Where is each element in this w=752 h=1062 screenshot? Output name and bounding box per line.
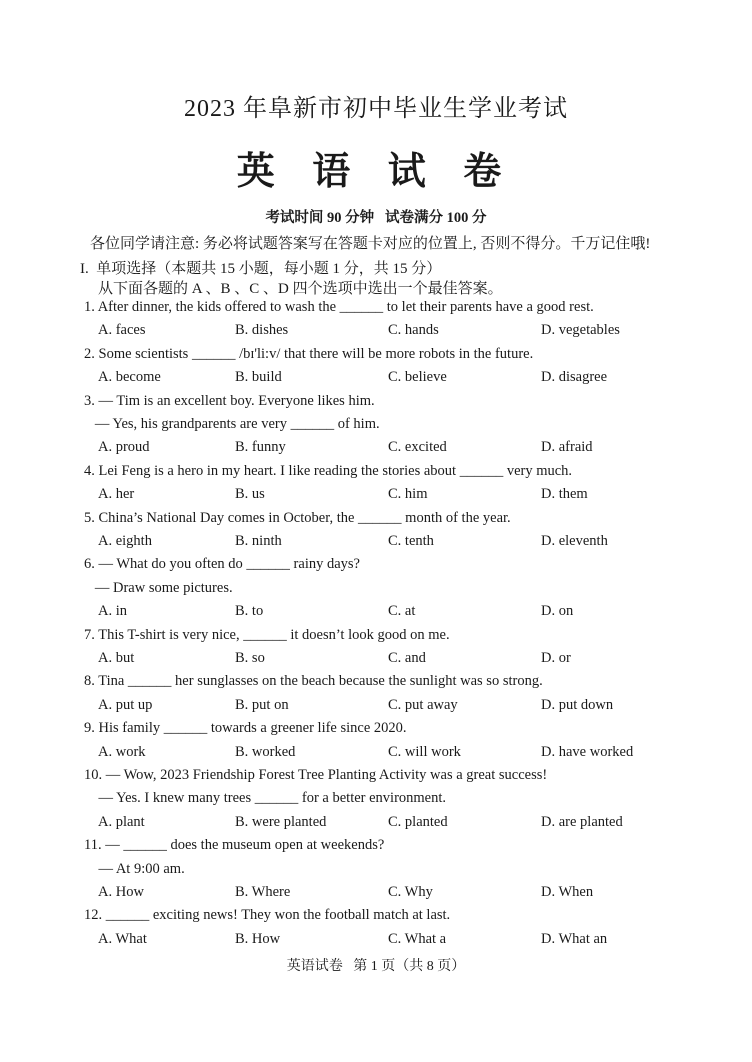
question-2-option-b: B. build: [235, 369, 282, 386]
question-3-line-1: 3. — Tim is an excellent boy. Everyone likes him.: [84, 392, 375, 409]
exam-info: 考试时间 90 分钟 试卷满分 100 分: [265, 210, 487, 226]
question-7-option-c: C. and: [388, 650, 426, 666]
question-10-option-c: C. planted: [388, 813, 448, 830]
question-1-line-1: 1. After dinner, the kids offered to wash the ______ to let their parents have a good rest.: [84, 299, 594, 315]
question-5-option-b: B. ninth: [235, 533, 282, 549]
question-9-line-1: 9. His family ______ towards a greener life since 2020.: [84, 720, 407, 737]
question-5-option-c: C. tenth: [388, 533, 434, 549]
question-7-option-b: B. so: [235, 650, 265, 666]
question-7-option-d: D. or: [541, 650, 571, 666]
question-1-option-d: D. vegetables: [541, 322, 620, 339]
question-3-option-a: A. proud: [98, 439, 150, 456]
question-10-option-d: D. are planted: [541, 813, 623, 830]
page-footer: 英语试卷 第 1 页（共 8 页）: [286, 959, 466, 974]
question-2-option-a: A. become: [98, 369, 161, 386]
question-11-line-2: — At 9:00 am.: [84, 860, 185, 877]
question-5-option-a: A. eighth: [98, 533, 152, 549]
exam-notice: 各位同学请注意: 务必将试题答案写在答题卡对应的位置上, 否则不得分。千万记住哦!: [90, 236, 651, 252]
question-7-option-a: A. but: [98, 650, 135, 666]
question-10-option-a: A. plant: [98, 813, 145, 830]
question-4-option-c: C. him: [388, 486, 428, 503]
question-8-line-1: 8. Tina ______ her sunglasses on the beach because the sunlight was so strong.: [84, 673, 543, 690]
question-2-option-c: C. believe: [388, 369, 447, 386]
question-9-option-c: C. will work: [388, 743, 461, 760]
question-8-option-a: A. put up: [98, 696, 153, 713]
question-8-option-d: D. put down: [541, 696, 614, 713]
question-8-option-b: B. put on: [235, 696, 289, 713]
question-3-line-2: — Yes, his grandparents are very ______ of him.: [84, 416, 380, 432]
section-instruction: 从下面各题的 A 、B 、C 、D 四个选项中选出一个最佳答案。: [98, 281, 503, 297]
question-9-option-d: D. have worked: [541, 743, 634, 760]
question-9-option-a: A. work: [98, 743, 146, 760]
question-6-line-1: 6. — What do you often do ______ rainy days?: [84, 556, 360, 573]
question-12-option-a: A. What: [98, 930, 147, 947]
question-9-option-b: B. worked: [235, 743, 296, 760]
question-6-option-b: B. to: [235, 603, 264, 620]
question-7-line-1: 7. This T-shirt is very nice, ______ it doesn’t look good on me.: [84, 626, 450, 643]
subject-title: 英 语 试 卷: [236, 151, 516, 193]
question-8-option-c: C. put away: [388, 696, 458, 713]
question-11-line-1: 11. — ______ does the museum open at weekends?: [84, 837, 385, 854]
question-5-line-1: 5. China’s National Day comes in October, the ______ month of the year.: [84, 509, 511, 526]
question-11-option-d: D. When: [541, 884, 594, 900]
question-10-line-1: 10. — Wow, 2023 Friendship Forest Tree Planting Activity was a great success!: [84, 767, 548, 783]
question-11-option-b: B. Where: [235, 884, 291, 900]
question-4-line-1: 4. Lei Feng is a hero in my heart. I like reading the stories about ______ very much.: [84, 462, 573, 479]
question-4-option-b: B. us: [235, 486, 265, 503]
question-10-line-2: — Yes. I knew many trees ______ for a better environment.: [84, 790, 447, 807]
question-3-option-d: D. afraid: [541, 439, 593, 456]
question-6-option-c: C. at: [388, 603, 416, 620]
question-2-line-1: 2. Some scientists ______ /bɪ'li:v/ that there will be more robots in the future.: [84, 345, 534, 362]
question-12-line-1: 12. ______ exciting news! They won the football match at last.: [84, 907, 451, 924]
question-6-option-a: A. in: [98, 603, 127, 620]
question-12-option-d: D. What an: [541, 930, 608, 947]
question-10-option-b: B. were planted: [235, 813, 327, 830]
section-heading: I. 单项选择（本题共 15 小题，每小题 1 分，共 15 分）: [80, 261, 442, 277]
question-6-option-d: D. on: [541, 603, 574, 620]
question-2-option-d: D. disagree: [541, 369, 608, 386]
question-11-option-c: C. Why: [388, 884, 433, 900]
question-1-option-c: C. hands: [388, 322, 439, 339]
question-3-option-b: B. funny: [235, 439, 286, 456]
question-5-option-d: D. eleventh: [541, 533, 608, 549]
question-4-option-a: A. her: [98, 486, 135, 503]
question-3-option-c: C. excited: [388, 439, 447, 456]
question-1-option-a: A. faces: [98, 322, 146, 339]
question-12-option-b: B. How: [235, 930, 281, 947]
question-1-option-b: B. dishes: [235, 322, 289, 339]
question-4-option-d: D. them: [541, 486, 588, 503]
question-11-option-a: A. How: [98, 884, 144, 900]
exam-title: 2023 年阜新市初中毕业生学业考试: [184, 96, 568, 122]
question-12-option-c: C. What a: [388, 930, 447, 947]
question-6-line-2: — Draw some pictures.: [84, 579, 233, 596]
